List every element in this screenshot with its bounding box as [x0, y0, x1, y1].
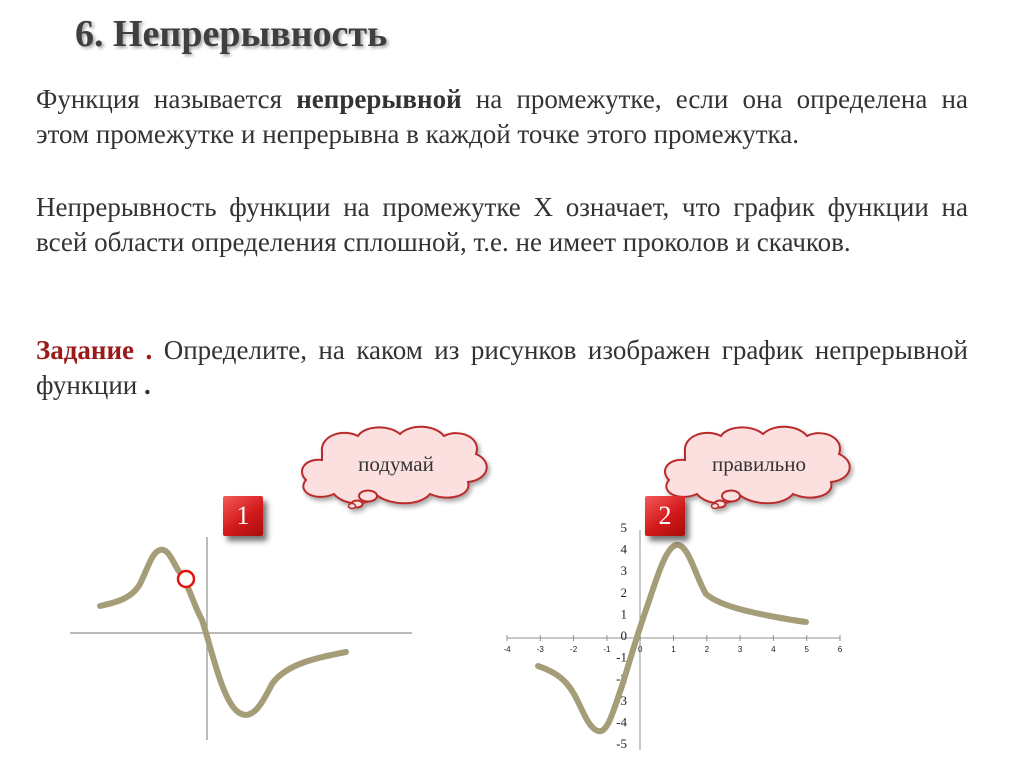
figure-1-number[interactable]: 1: [223, 496, 263, 536]
y-tick-label: -1: [616, 649, 627, 665]
y-tick-label: -3: [616, 692, 627, 708]
y-tick-label: 1: [620, 606, 627, 622]
x-tick-label: 4: [771, 645, 776, 654]
y-tick-label: 4: [620, 541, 627, 557]
definition-term: непрерывной: [296, 84, 462, 114]
y-tick-label: -2: [616, 671, 627, 687]
x-tick-label: -1: [603, 645, 611, 654]
slide-title: 6. Непрерывность: [75, 13, 388, 55]
task-text: Определите, на каком из рисунков изображен график непрерывной функции: [36, 335, 968, 400]
definition-before: Функция называется: [36, 84, 297, 114]
figure-2-number[interactable]: 2: [645, 496, 685, 536]
y-tick-label: 3: [620, 563, 627, 579]
y-tick-label: -4: [616, 714, 627, 730]
task-paragraph: [36, 333, 968, 403]
x-tick-label: -4: [503, 645, 511, 654]
y-tick-label: 0: [620, 628, 627, 643]
x-tick-label: 2: [704, 645, 710, 654]
x-tick-label: 6: [837, 645, 843, 654]
y-tick-label: 2: [620, 584, 627, 600]
x-tick-label: 1: [671, 645, 676, 654]
graph-2-x-ticks: [503, 635, 842, 654]
graph-1-curve: [100, 550, 346, 715]
x-tick-label: 5: [804, 645, 809, 654]
graph-2-y-ticks: [616, 520, 627, 751]
x-tick-label: 0: [637, 645, 643, 654]
task-end: .: [137, 370, 151, 400]
hint-text-2: правильно: [711, 452, 806, 476]
definition-after: на промежутке, если она определена на этом промежутке и непрерывна в каждой точке этого промежутка.: [36, 84, 968, 149]
hint-bubble-1[interactable]: [292, 422, 500, 514]
y-tick-label: 5: [620, 520, 627, 535]
puncture-point: [178, 571, 194, 587]
x-tick-label: -3: [536, 645, 544, 654]
graph-2-curve: [538, 545, 806, 731]
y-tick-label: -5: [616, 736, 627, 751]
x-tick-label: 3: [737, 645, 743, 654]
definition-paragraph: [36, 82, 968, 152]
hint-bubble-2[interactable]: [655, 422, 863, 514]
hint-text-1: подумай: [358, 452, 434, 476]
task-label: Задание .: [36, 335, 164, 365]
x-tick-label: -2: [570, 645, 578, 654]
explanation-paragraph: Непрерывность функции на промежутке Х означает, что график функции на всей области определения сплошной, т.е. не имеет проколов и скачков.: [36, 192, 968, 257]
